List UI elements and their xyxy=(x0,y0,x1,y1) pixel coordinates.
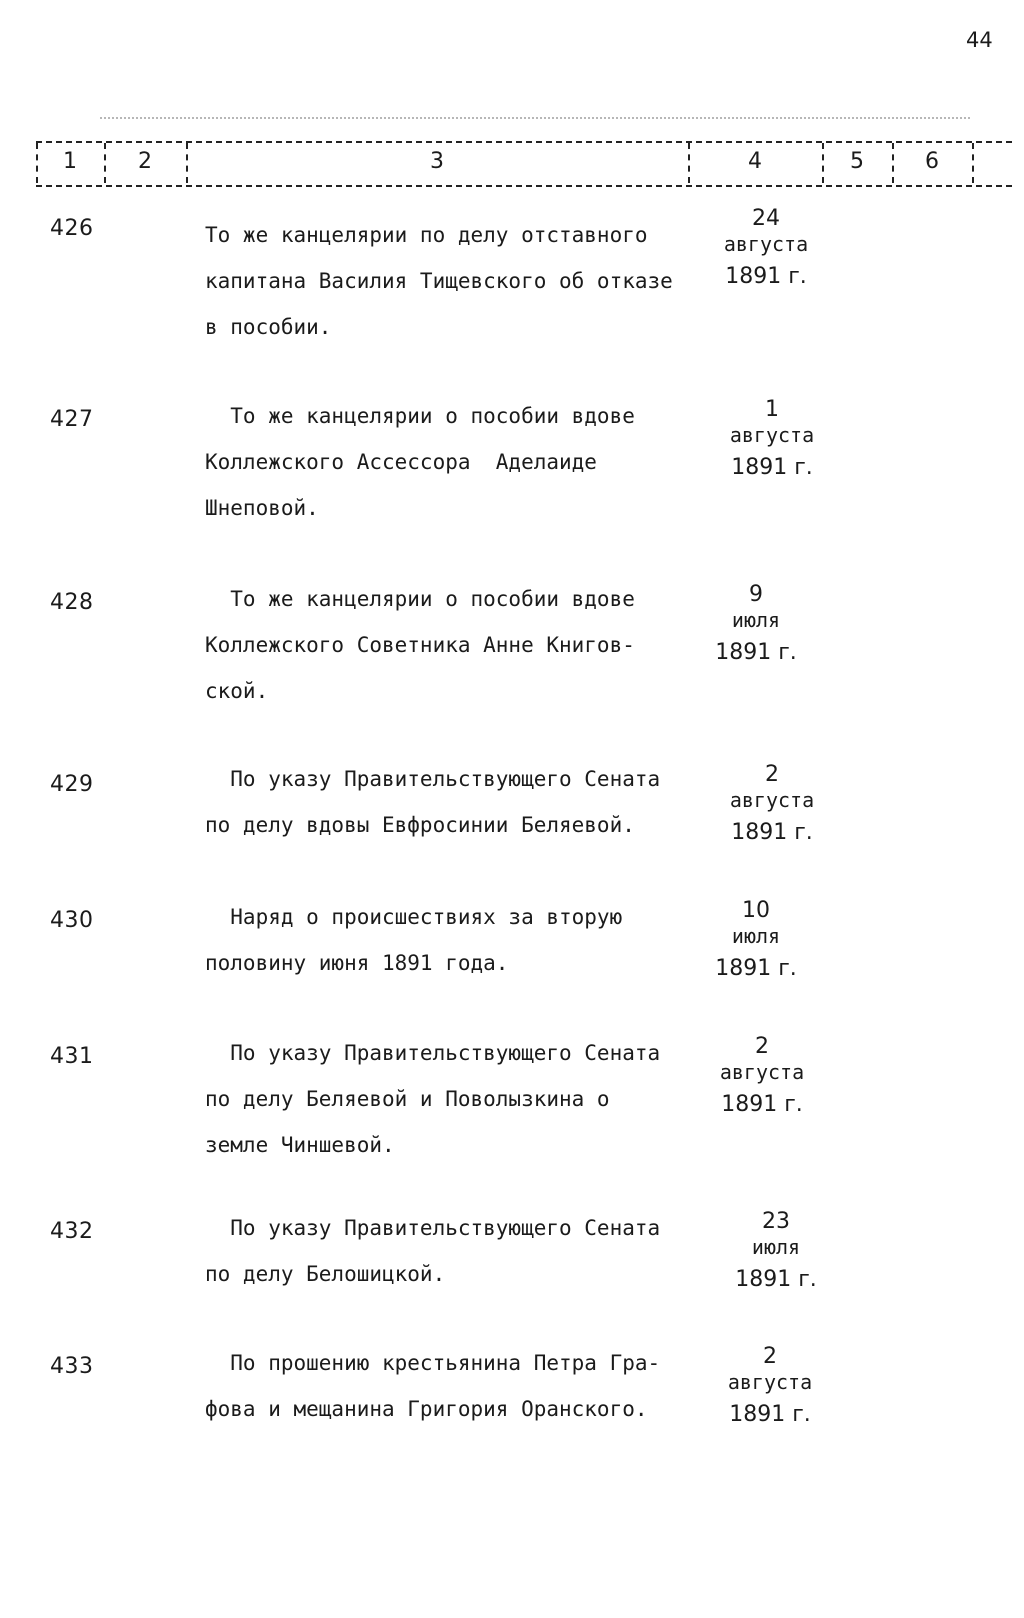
date-year: 1891 г. xyxy=(721,1092,803,1117)
column-header-5: 5 xyxy=(850,149,864,174)
date-day: 23 xyxy=(762,1209,790,1234)
entry-description xyxy=(205,1340,725,1432)
description-line: То же канцелярии о пособии вдове xyxy=(205,404,635,428)
description-line: То же канцелярии о пособии вдове xyxy=(205,587,635,611)
column-header-1: 1 xyxy=(63,149,77,174)
date-month: июля xyxy=(731,924,781,948)
date-month: августа xyxy=(723,232,809,256)
date-year: 1891 г. xyxy=(735,1267,817,1292)
entry-number: 433 xyxy=(50,1354,94,1379)
entry-date xyxy=(692,1034,832,1118)
entry-description xyxy=(205,212,725,350)
description-line: капитана Василия Тищевского об отказе xyxy=(205,269,673,293)
date-month: августа xyxy=(729,788,815,812)
entry-number: 426 xyxy=(50,216,94,241)
description-line: По прошению крестьянина Петра Гра- xyxy=(205,1351,661,1375)
dotted-divider xyxy=(100,117,970,119)
date-month: июля xyxy=(731,608,781,632)
column-header-6: 6 xyxy=(925,149,939,174)
description-line: половину июня 1891 года. xyxy=(205,951,509,975)
description-line: Коллежского Советника Анне Книгов- xyxy=(205,633,635,657)
date-year: 1891 г. xyxy=(729,1402,811,1427)
entry-date xyxy=(700,1344,840,1428)
entry-number: 427 xyxy=(50,407,94,432)
entry-description xyxy=(205,1205,725,1297)
description-line: земле Чиншевой. xyxy=(205,1133,395,1157)
entry-description xyxy=(205,894,725,986)
date-month: августа xyxy=(729,423,815,447)
date-month: августа xyxy=(727,1370,813,1394)
header-top-border xyxy=(36,141,1012,143)
table-header xyxy=(36,141,1012,189)
date-month: августа xyxy=(719,1060,805,1084)
description-line: По указу Правительствующего Сената xyxy=(205,767,661,791)
column-header-4: 4 xyxy=(748,149,762,174)
description-line: ской. xyxy=(205,679,269,703)
date-day: 2 xyxy=(755,1034,769,1059)
date-day: 1 xyxy=(765,397,779,422)
header-separator xyxy=(972,143,974,183)
date-year: 1891 г. xyxy=(725,264,807,289)
entry-description xyxy=(205,393,725,531)
date-day: 2 xyxy=(763,1344,777,1369)
date-year: 1891 г. xyxy=(715,640,797,665)
entry-number: 429 xyxy=(50,772,94,797)
date-year: 1891 г. xyxy=(731,455,813,480)
date-day: 10 xyxy=(742,898,770,923)
column-header-3: 3 xyxy=(430,149,444,174)
description-line: То же канцелярии по делу отставного xyxy=(205,223,648,247)
entry-date xyxy=(696,206,836,290)
entry-date xyxy=(686,898,826,982)
entry-description xyxy=(205,756,725,848)
entry-number: 431 xyxy=(50,1044,94,1069)
entry-description xyxy=(205,576,725,714)
description-line: По указу Правительствующего Сената xyxy=(205,1216,661,1240)
entry-date xyxy=(706,1209,846,1293)
entry-description xyxy=(205,1030,725,1168)
description-line: Наряд о происшествиях за вторую xyxy=(205,905,623,929)
description-line: в пособии. xyxy=(205,315,332,339)
entry-number: 428 xyxy=(50,590,94,615)
entry-date xyxy=(702,397,842,481)
description-line: по делу вдовы Евфросинии Беляевой. xyxy=(205,813,635,837)
date-month: июля xyxy=(751,1235,801,1259)
date-day: 2 xyxy=(765,762,779,787)
description-line: фова и мещанина Григория Оранского. xyxy=(205,1397,648,1421)
description-line: Шнеповой. xyxy=(205,496,319,520)
description-line: по делу Беляевой и Поволызкина о xyxy=(205,1087,610,1111)
entry-number: 430 xyxy=(50,908,94,933)
date-day: 24 xyxy=(752,206,780,231)
date-year: 1891 г. xyxy=(715,956,797,981)
header-bottom-border xyxy=(36,185,1012,187)
date-year: 1891 г. xyxy=(731,820,813,845)
entry-date xyxy=(686,582,826,666)
description-line: по делу Белошицкой. xyxy=(205,1262,446,1286)
page-number: 44 xyxy=(966,28,993,52)
entry-date xyxy=(702,762,842,846)
date-day: 9 xyxy=(749,582,763,607)
description-line: Коллежского Ассессора Аделаиде xyxy=(205,450,597,474)
column-header-2: 2 xyxy=(138,149,152,174)
description-line: По указу Правительствующего Сената xyxy=(205,1041,661,1065)
entry-number: 432 xyxy=(50,1219,94,1244)
